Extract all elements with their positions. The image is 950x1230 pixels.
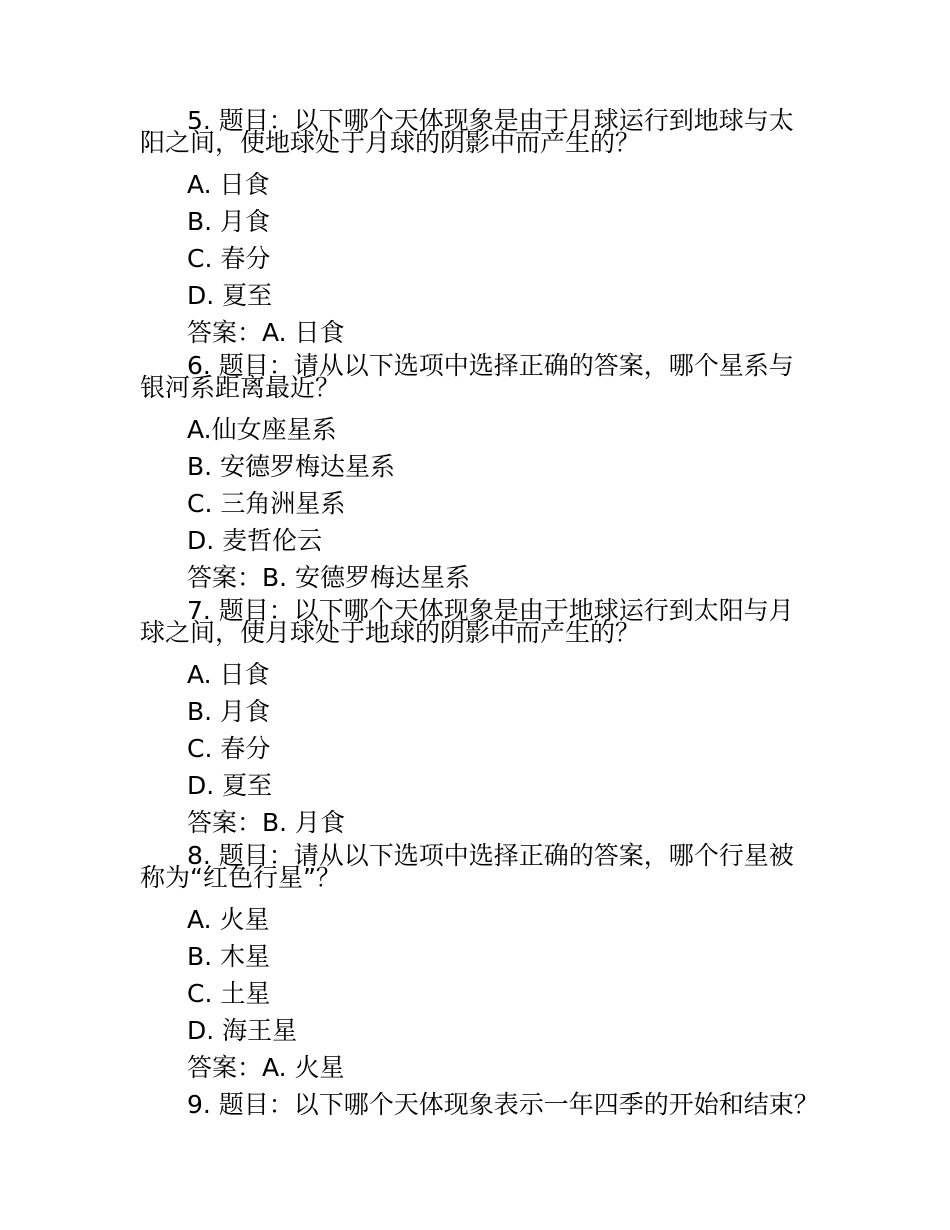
- question-prompt: 5. 题目：以下哪个天体现象是由于月球运行到地球与太阳之间，使地球处于月球的阴影中而产生的？: [140, 106, 794, 157]
- answer-option: B. 月食: [187, 697, 271, 726]
- question-prompt: 6. 题目：请从以下选项中选择正确的答案，哪个星系与银河系距离最近？: [140, 351, 794, 402]
- answer-option: C. 春分: [187, 734, 271, 763]
- quiz-content: [140, 106, 819, 1123]
- correct-answer: 答案：B. 月食: [187, 808, 346, 837]
- correct-answer: 答案：A. 日食: [187, 318, 345, 347]
- correct-answer: 答案：A. 火星: [187, 1053, 345, 1082]
- answer-option: D. 夏至: [187, 281, 273, 310]
- answer-option: C. 土星: [187, 979, 271, 1008]
- answer-option: A. 日食: [187, 660, 270, 689]
- question-prompt: 8. 题目：请从以下选项中选择正确的答案，哪个行星被称为“红色行星”？: [140, 841, 794, 892]
- answer-option: C. 三角洲星系: [187, 489, 346, 518]
- answer-option: D. 麦哲伦云: [187, 526, 323, 555]
- question-prompt: 9. 题目：以下哪个天体现象表示一年四季的开始和结束？: [187, 1090, 819, 1119]
- answer-option: A.仙女座星系: [187, 415, 337, 444]
- answer-option: B. 安德罗梅达星系: [187, 452, 396, 481]
- answer-option: B. 月食: [187, 207, 271, 236]
- question-prompt: 7. 题目：以下哪个天体现象是由于地球运行到太阳与月球之间，使月球处于地球的阴影中而产生的？: [140, 596, 794, 647]
- answer-option: D. 夏至: [187, 771, 273, 800]
- answer-option: A. 火星: [187, 905, 270, 934]
- answer-option: C. 春分: [187, 244, 271, 273]
- correct-answer: 答案：B. 安德罗梅达星系: [187, 563, 471, 592]
- answer-option: B. 木星: [187, 942, 271, 971]
- answer-option: A. 日食: [187, 170, 270, 199]
- answer-option: D. 海王星: [187, 1016, 298, 1045]
